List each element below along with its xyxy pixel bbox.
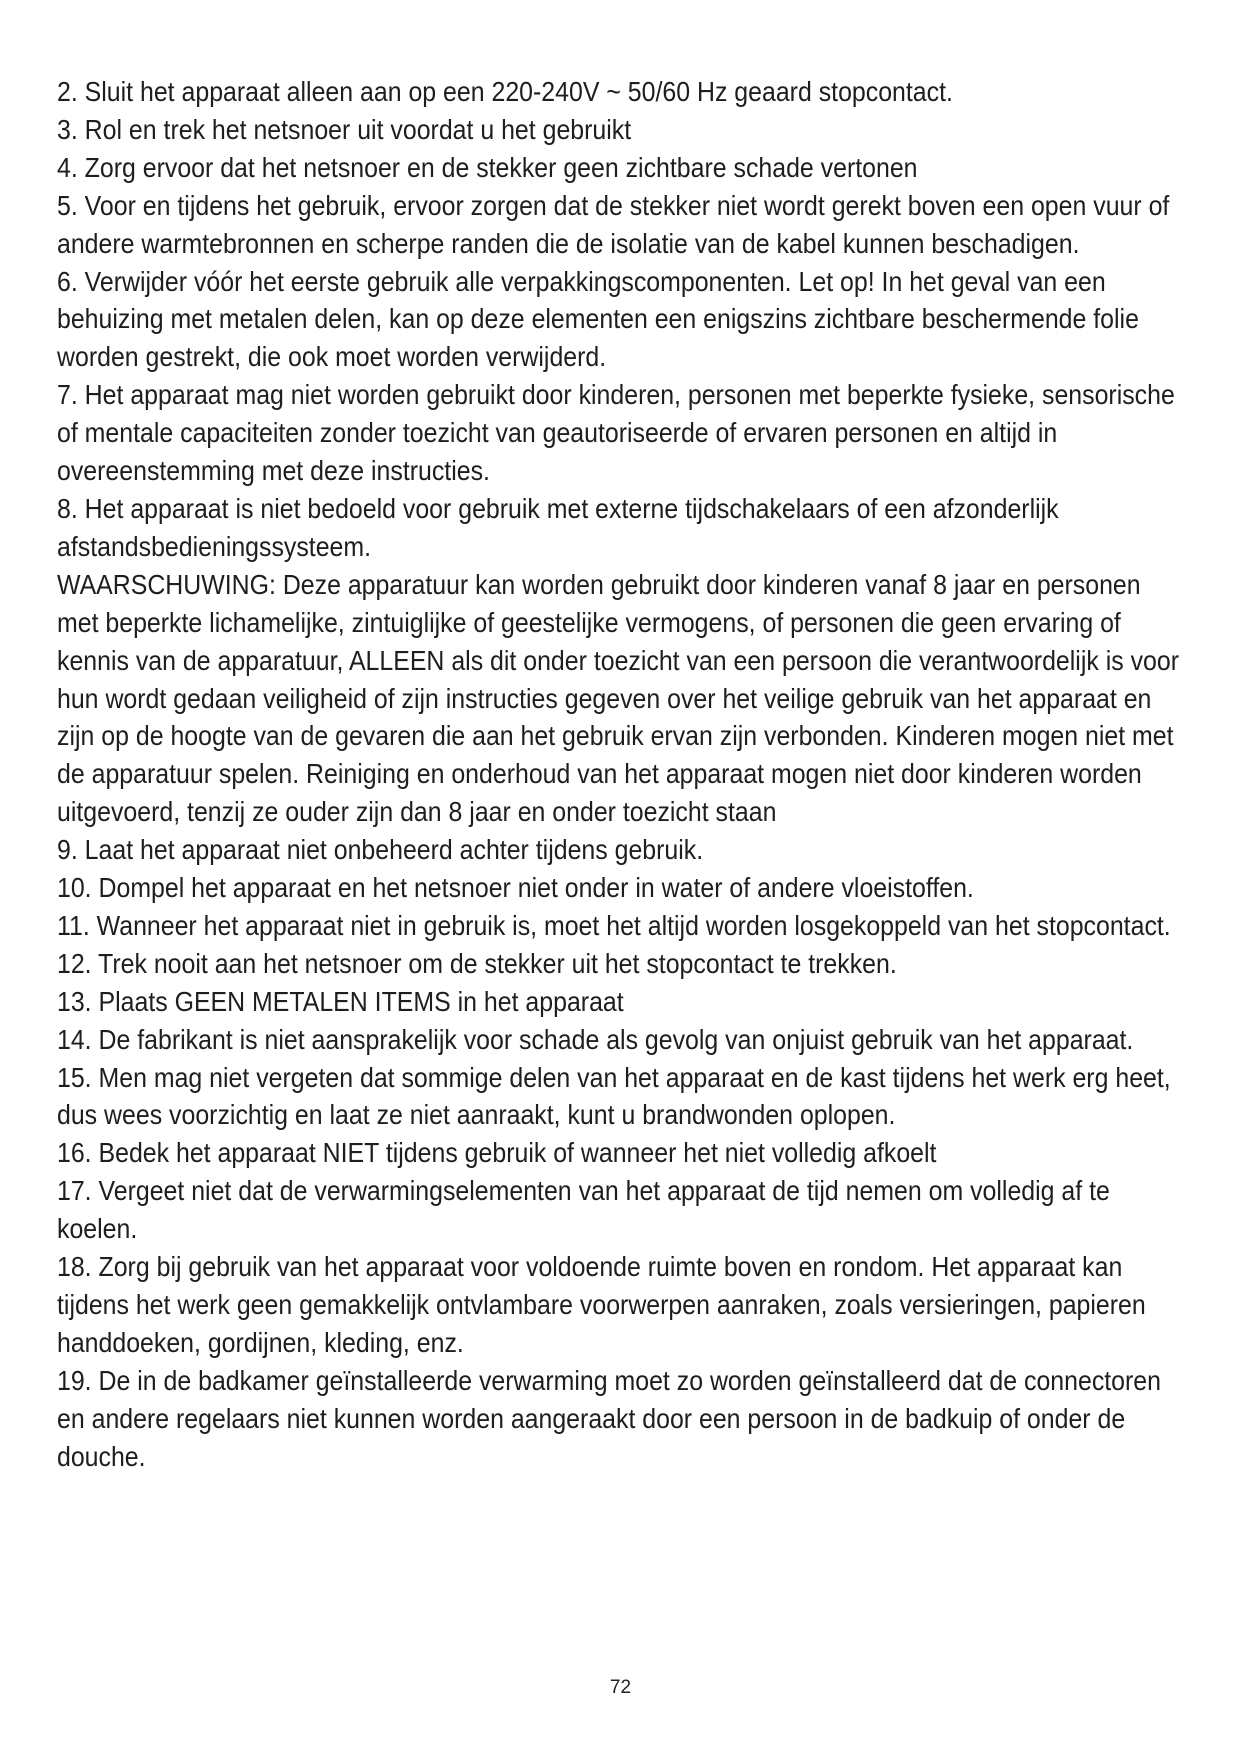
instruction-item-2: 2. Sluit het apparaat alleen aan op een 220-240V ~ 50/60 Hz geaard stopcontact. — [57, 76, 953, 107]
instruction-item-3: 3. Rol en trek het netsnoer uit voordat u het gebruikt — [57, 113, 632, 145]
instruction-item-18: 18. Zorg bij gebruik van het apparaat voor voldoende ruimte boven en rondom. Het apparaat kan tijdens het werk geen gemakkelijk ontvlambare voorwerpen aanraken, zoals versieringen, papieren handdoeken, gordijnen, kleding, enz. — [57, 1251, 1146, 1358]
instruction-item-5: 5. Voor en tijdens het gebruik, ervoor zorgen dat de stekker niet wordt gerekt boven een open vuur of andere warmtebronnen en scherpe randen die de isolatie van de kabel kunnen beschadigen. — [57, 189, 1170, 259]
instruction-item-13: 13. Plaats GEEN METALEN ITEMS in het apparaat — [57, 985, 624, 1017]
instruction-item-15: 15. Men mag niet vergeten dat sommige delen van het apparaat en de kast tijdens het werk erg heet, dus wees voorzichtig en laat ze niet aanraakt, kunt u brandwonden oplopen. — [57, 1061, 1171, 1131]
instruction-item-17: 17. Vergeet niet dat de verwarmingselementen van het apparaat de tijd nemen om volledig af te koelen. — [57, 1175, 1110, 1245]
instruction-item-11: 11. Wanneer het apparaat niet in gebruik is, moet het altijd worden losgekoppeld van het stopcontact. — [57, 909, 1171, 941]
instruction-item-14: 14. De fabrikant is niet aansprakelijk voor schade als gevolg van onjuist gebruik van het apparaat. — [57, 1023, 1134, 1055]
instruction-item-19: 19. De in de badkamer geïnstalleerde verwarming moet zo worden geïnstalleerd dat de connectoren en andere regelaars niet kunnen worden aangeraakt door een persoon in de badkuip of onder de douche. — [57, 1364, 1162, 1472]
warning-paragraph: WAARSCHUWING: Deze apparatuur kan worden gebruikt door kinderen vanaf 8 jaar en personen met beperkte lichamelijke, zintuiglijke of geestelijke vermogens, of personen die geen ervaring of kennis van de apparatuur, ALLEEN als dit onder toezicht van een persoon die verantwoordelijk is voor hun wordt gedaan veiligheid of zijn instructies gegeven over het veilige gebruik van het apparaat en zijn op de hoogte van de gevaren die aan het gebruik ervan zijn verbonden. Kinderen mogen niet met de apparatuur spelen. Reiniging en onderhoud van het apparaat mogen niet door kinderen worden uitgevoerd, tenzij ze ouder zijn dan 8 jaar en onder toezicht staan — [57, 568, 1180, 828]
instruction-item-10: 10. Dompel het apparaat en het netsnoer niet onder in water of andere vloeistoffen. — [57, 872, 974, 904]
page-number: 72 — [609, 1677, 632, 1698]
instruction-item-12: 12. Trek nooit aan het netsnoer om de stekker uit het stopcontact te trekken. — [57, 947, 897, 979]
instruction-item-9: 9. Laat het apparaat niet onbeheerd achter tijdens gebruik. — [57, 834, 704, 866]
instruction-item-8: 8. Het apparaat is niet bedoeld voor gebruik met externe tijdschakelaars of een afzonderlijk afstandsbedieningssysteem. — [57, 492, 1059, 562]
instruction-item-7: 7. Het apparaat mag niet worden gebruikt door kinderen, personen met beperkte fysieke, sensorische of mentale capaciteiten zonder toezicht van geautoriseerde of ervaren personen en altijd in overeenstemming met deze instructies. — [57, 379, 1175, 487]
instruction-item-16: 16. Bedek het apparaat NIET tijdens gebruik of wanneer het niet volledig afkoelt — [57, 1137, 937, 1169]
instruction-item-6: 6. Verwijder vóór het eerste gebruik alle verpakkingscomponenten. Let op! In het geval van een behuizing met metalen delen, kan op deze elementen een enigszins zichtbare beschermende folie worden gestrekt, die ook moet worden verwijderd. — [57, 265, 1139, 373]
document-body — [57, 73, 1187, 1476]
instruction-item-4: 4. Zorg ervoor dat het netsnoer en de stekker geen zichtbare schade vertonen — [57, 151, 918, 183]
